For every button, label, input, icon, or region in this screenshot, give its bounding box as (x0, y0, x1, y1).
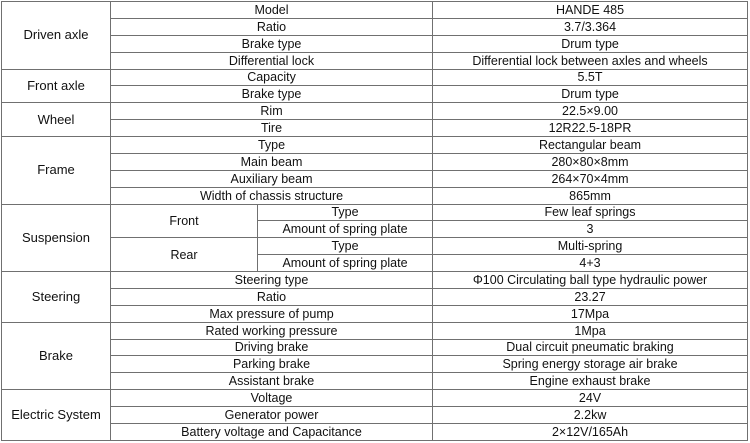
spec-label: Steering type (111, 272, 433, 289)
spec-label: Battery voltage and Capacitance (111, 423, 433, 440)
table-row (2, 373, 748, 390)
table-row (2, 187, 748, 204)
spec-label: Auxiliary beam (111, 170, 433, 187)
spec-label: Differential lock (111, 52, 433, 69)
chassis-spec-table (1, 1, 748, 441)
spec-value: 2×12V/165Ah (433, 423, 748, 440)
subgroup-label-front: Front (111, 204, 258, 238)
spec-value: 4+3 (433, 255, 748, 272)
table-row (2, 35, 748, 52)
spec-value: 5.5T (433, 69, 748, 86)
table-row (2, 137, 748, 154)
spec-value: Multi-spring (433, 238, 748, 255)
spec-value: 23.27 (433, 288, 748, 305)
table-row (2, 52, 748, 69)
spec-value: Rectangular beam (433, 137, 748, 154)
table-row (2, 69, 748, 86)
table-row (2, 423, 748, 440)
table-row (2, 2, 748, 19)
table-row (2, 18, 748, 35)
table-row (2, 153, 748, 170)
spec-label: Type (258, 204, 433, 221)
spec-label: Brake type (111, 35, 433, 52)
spec-value: 17Mpa (433, 305, 748, 322)
table-row (2, 238, 748, 255)
group-label-driven-axle: Driven axle (2, 2, 111, 70)
spec-value: 280×80×8mm (433, 153, 748, 170)
spec-value: 3.7/3.364 (433, 18, 748, 35)
spec-value: Dual circuit pneumatic braking (433, 339, 748, 356)
group-label-brake: Brake (2, 322, 111, 390)
table-row (2, 322, 748, 339)
spec-value: Drum type (433, 35, 748, 52)
spec-label: Max pressure of pump (111, 305, 433, 322)
spec-label: Type (111, 137, 433, 154)
spec-label: Amount of spring plate (258, 255, 433, 272)
spec-label: Width of chassis structure (111, 187, 433, 204)
spec-label: Generator power (111, 407, 433, 424)
spec-label: Amount of spring plate (258, 221, 433, 238)
spec-label: Main beam (111, 153, 433, 170)
spec-value: 3 (433, 221, 748, 238)
spec-label: Ratio (111, 288, 433, 305)
spec-value: Spring energy storage air brake (433, 356, 748, 373)
spec-label: Rim (111, 103, 433, 120)
spec-value: 24V (433, 390, 748, 407)
spec-value: Differential lock between axles and wheels (433, 52, 748, 69)
group-label-steering: Steering (2, 272, 111, 323)
table-row (2, 407, 748, 424)
spec-label: Rated working pressure (111, 322, 433, 339)
table-row (2, 103, 748, 120)
spec-value: 22.5×9.00 (433, 103, 748, 120)
table-row (2, 356, 748, 373)
table-row (2, 288, 748, 305)
table-row (2, 204, 748, 221)
group-label-suspension: Suspension (2, 204, 111, 272)
spec-label: Ratio (111, 18, 433, 35)
spec-value: 2.2kw (433, 407, 748, 424)
spec-value: Few leaf springs (433, 204, 748, 221)
spec-label: Tire (111, 120, 433, 137)
spec-value: 865mm (433, 187, 748, 204)
spec-label: Brake type (111, 86, 433, 103)
table-row (2, 170, 748, 187)
table-row (2, 339, 748, 356)
spec-value: HANDE 485 (433, 2, 748, 19)
spec-label: Voltage (111, 390, 433, 407)
spec-value: Drum type (433, 86, 748, 103)
subgroup-label-rear: Rear (111, 238, 258, 272)
spec-label: Driving brake (111, 339, 433, 356)
table-row (2, 120, 748, 137)
spec-value: Engine exhaust brake (433, 373, 748, 390)
spec-label: Assistant brake (111, 373, 433, 390)
spec-label: Capacity (111, 69, 433, 86)
group-label-wheel: Wheel (2, 103, 111, 137)
table-row (2, 86, 748, 103)
table-row (2, 272, 748, 289)
table-row (2, 305, 748, 322)
group-label-frame: Frame (2, 137, 111, 205)
spec-value: Φ100 Circulating ball type hydraulic power (433, 272, 748, 289)
group-label-electric-system: Electric System (2, 390, 111, 441)
spec-value: 264×70×4mm (433, 170, 748, 187)
spec-label: Type (258, 238, 433, 255)
spec-label: Parking brake (111, 356, 433, 373)
spec-value: 12R22.5-18PR (433, 120, 748, 137)
group-label-front-axle: Front axle (2, 69, 111, 103)
spec-value: 1Mpa (433, 322, 748, 339)
table-row (2, 390, 748, 407)
spec-label: Model (111, 2, 433, 19)
